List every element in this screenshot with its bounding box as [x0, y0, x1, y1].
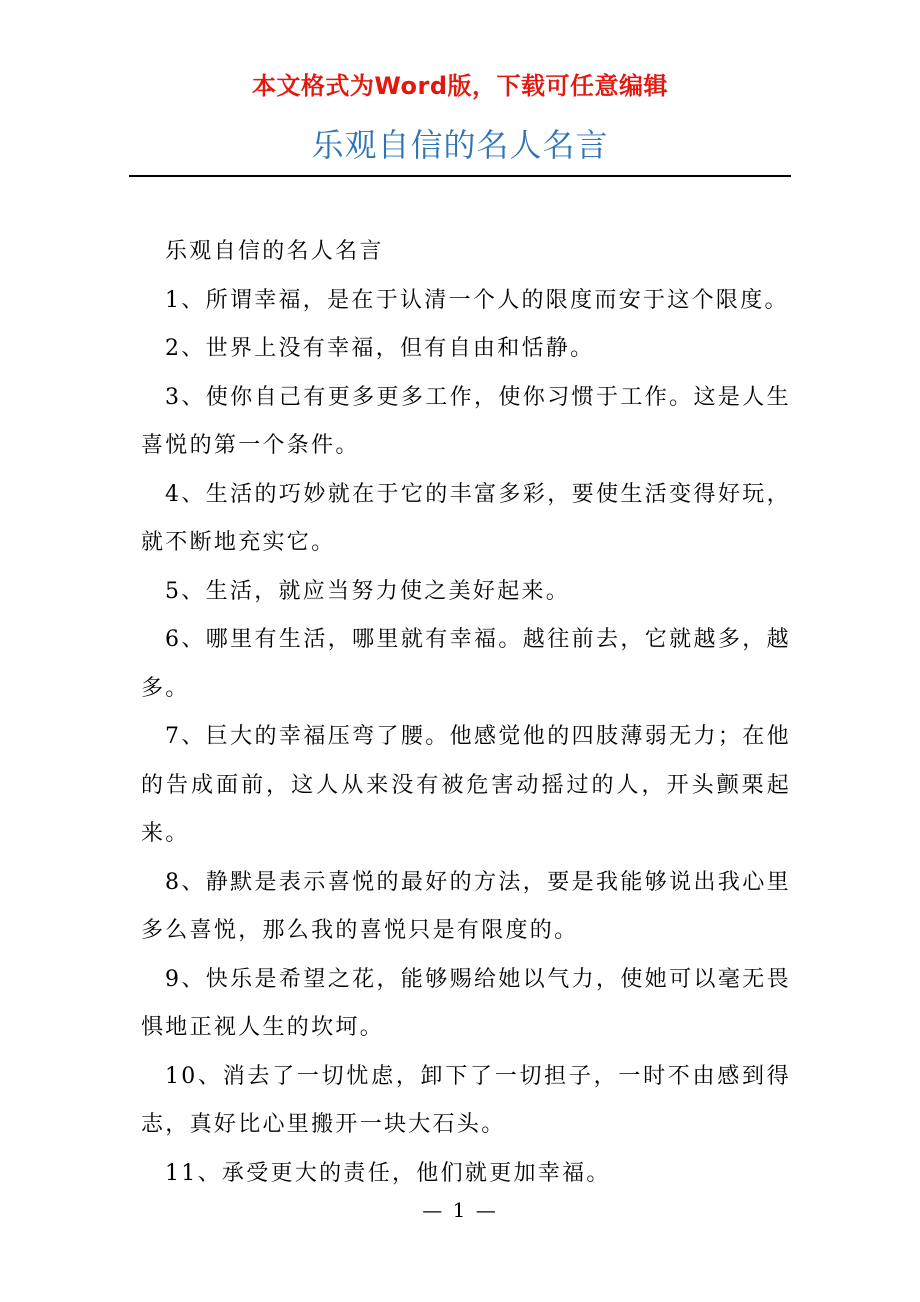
title-divider: [129, 175, 791, 177]
quote-paragraph: 8、静默是表示喜悦的最好的方法，要是我能够说出我心里多么喜悦，那么我的喜悦只是有限度的。: [141, 869, 791, 943]
quote-paragraph: 5、生活，就应当努力使之美好起来。: [165, 578, 571, 604]
quote-paragraph: 9、快乐是希望之花，能够赐给她以气力，使她可以毫无畏惧地正视人生的坎坷。: [141, 966, 791, 1040]
quote-paragraph: 6、哪里有生活，哪里就有幸福。越往前去，它就越多，越多。: [141, 627, 791, 701]
quote-paragraph: 3、使你自己有更多更多工作，使你习惯于工作。这是人生喜悦的第一个条件。: [141, 384, 791, 458]
document-body: [141, 228, 791, 1198]
quote-paragraph: 1、所谓幸福，是在于认清一个人的限度而安于这个限度。: [165, 287, 789, 313]
quote-paragraph: 11、承受更大的责任，他们就更加幸福。: [165, 1160, 611, 1186]
format-notice: 本文格式为Word版，下载可任意编辑: [251, 72, 669, 100]
quote-paragraph: 10、消去了一切忧虑，卸下了一切担子，一时不由感到得志，真好比心里搬开一块大石头。: [141, 1063, 791, 1137]
quote-paragraph: 7、巨大的幸福压弯了腰。他感觉他的四肢薄弱无力；在他的告成面前，这人从来没有被危害动摇过的人，开头颤栗起来。: [141, 724, 791, 846]
document-title: 乐观自信的名人名言: [311, 126, 609, 164]
quote-paragraph: 2、世界上没有幸福，但有自由和恬静。: [165, 336, 595, 361]
page-number: — 1 —: [422, 1198, 498, 1222]
body-heading: 乐观自信的名人名言: [165, 239, 384, 264]
quote-paragraph: 4、生活的巧妙就在于它的丰富多彩，要使生活变得好玩，就不断地充实它。: [141, 481, 791, 555]
